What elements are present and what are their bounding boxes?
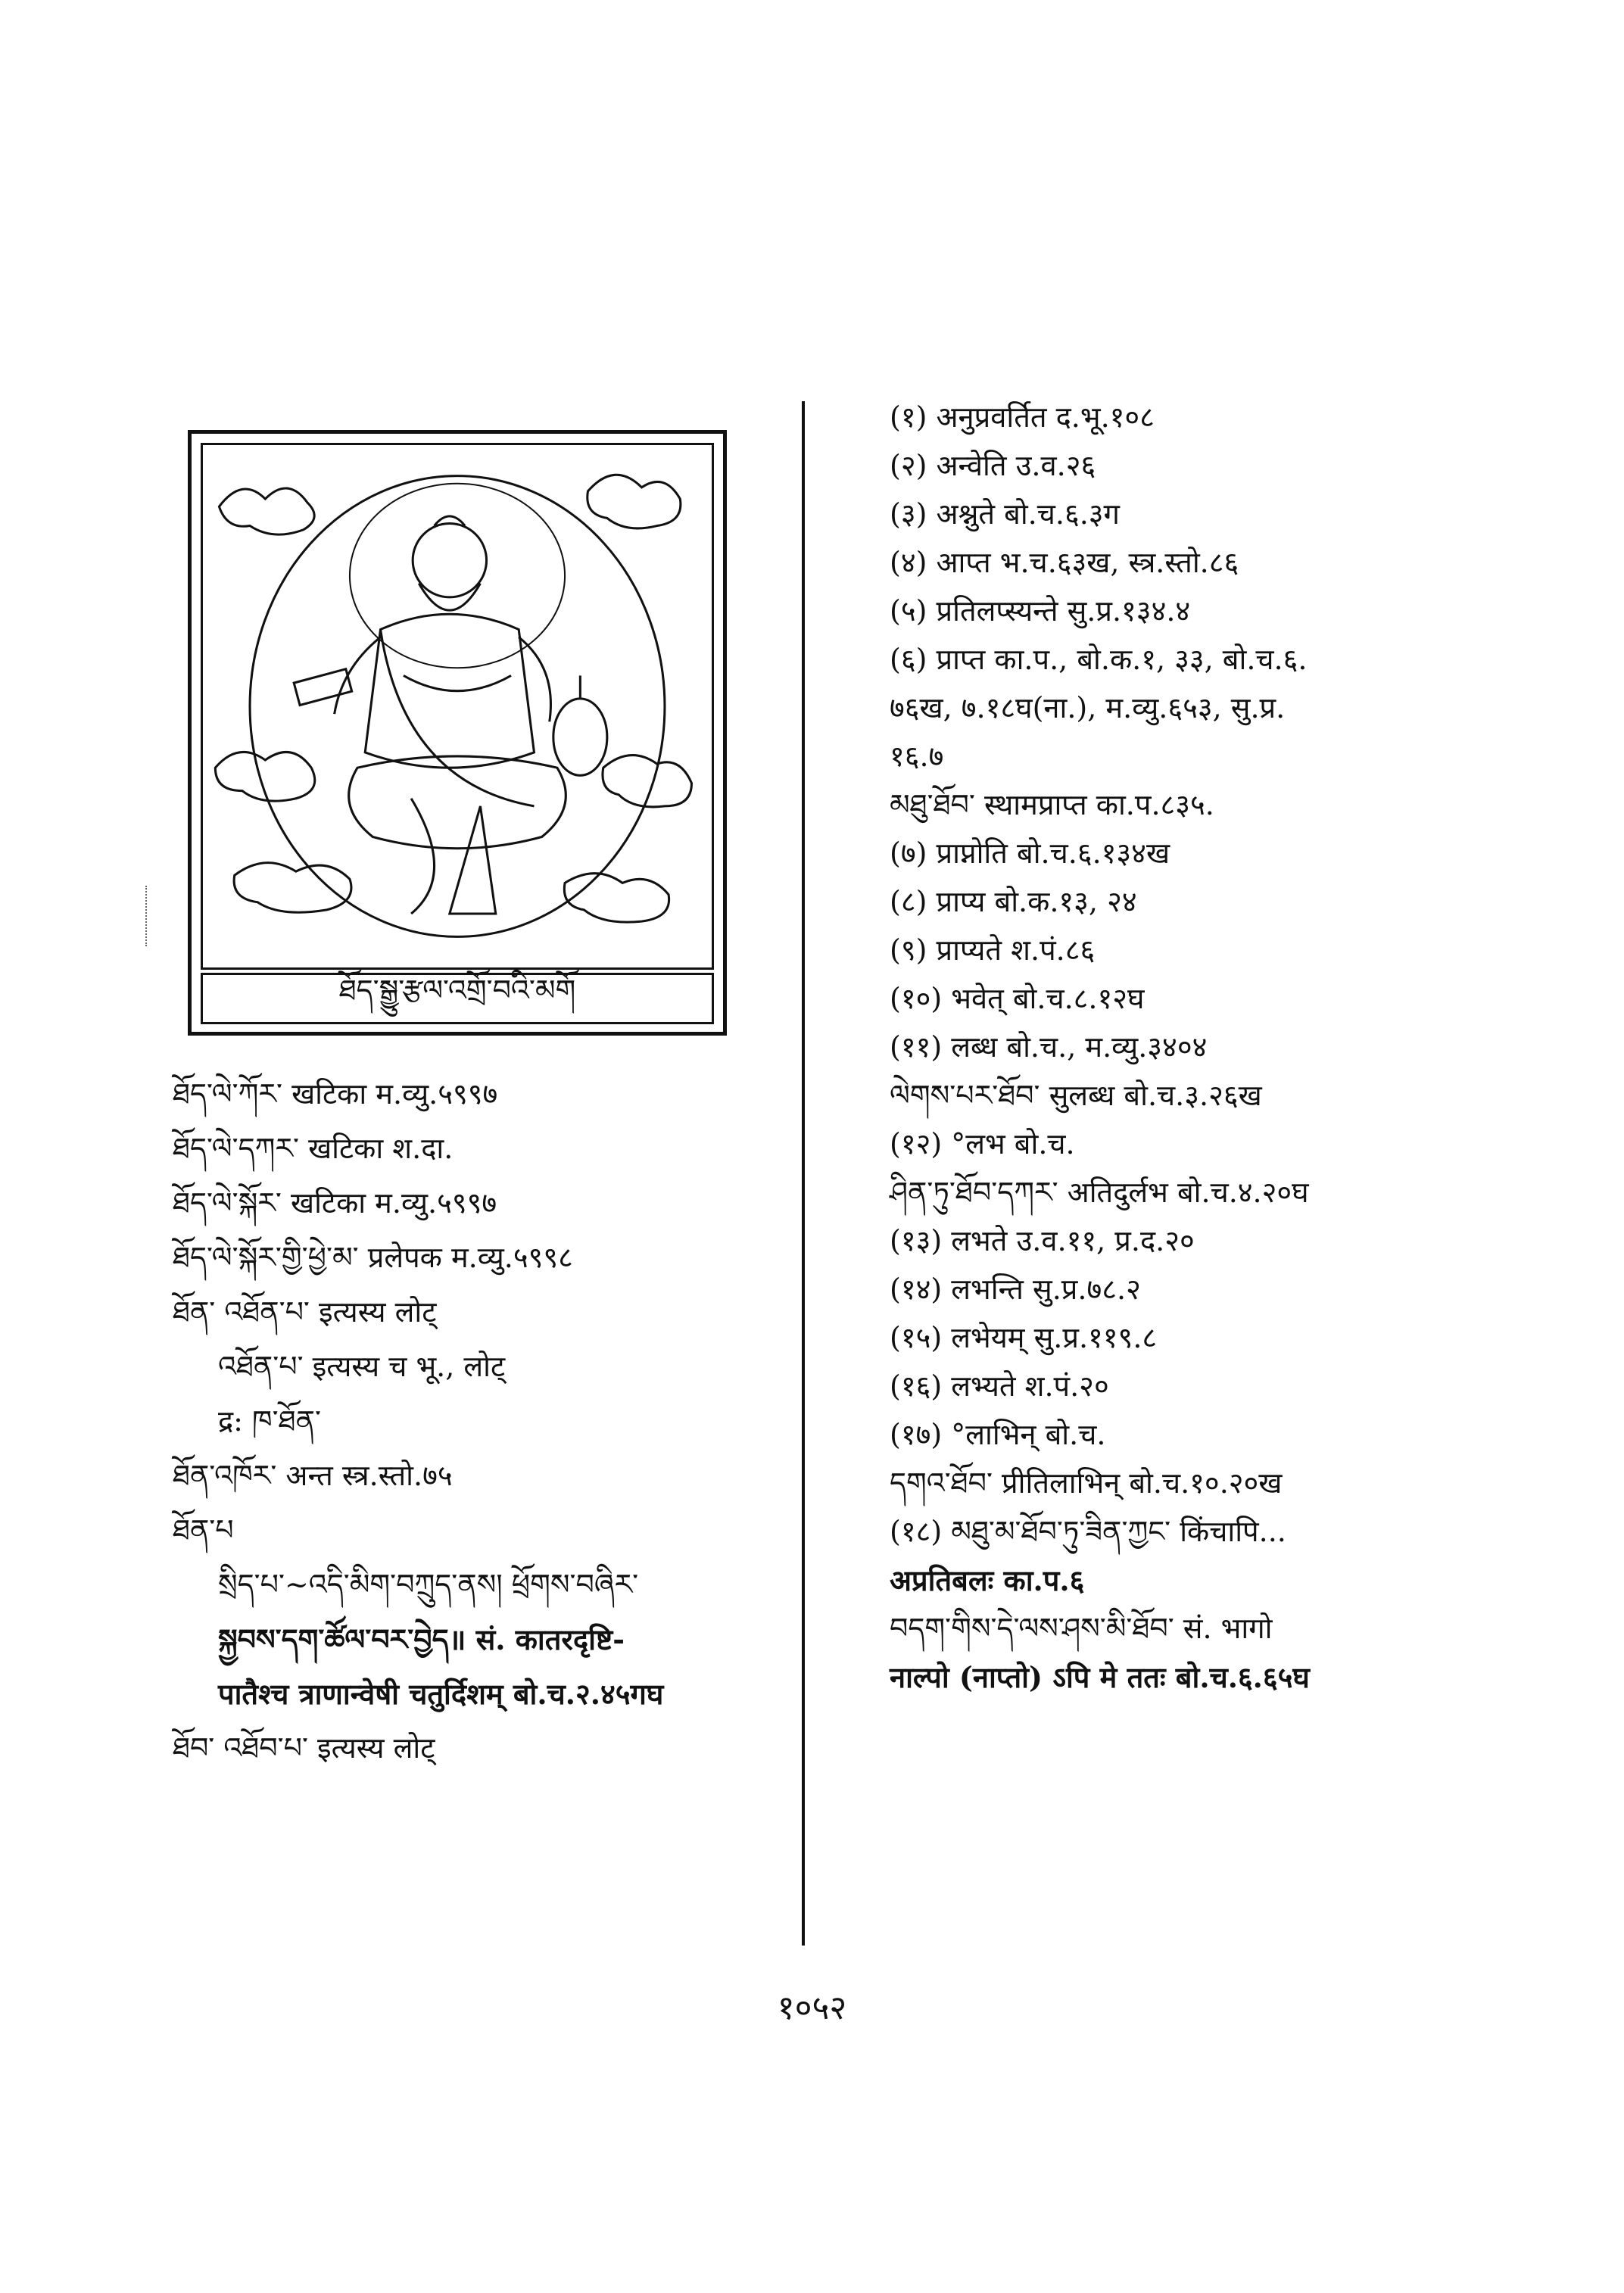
illustration-caption: ཐོད་སྒྱུ་རྩལ་འགྲོ་བའི་མགོ <box>201 973 714 1024</box>
entry-line: द्र: ཁ་ཐོན་ <box>218 1404 321 1438</box>
entry-line: (१४) लभन्ति सु.प्र.७८.२ <box>890 1273 1141 1307</box>
entry-line: (१) अनुप्रवर्तित द.भू.१०८ <box>890 400 1155 435</box>
entry-line: (८) प्राप्य बो.क.१३, २४ <box>890 885 1137 919</box>
left-column <box>173 1067 786 1776</box>
entry-line: (६) प्राप्त का.प., बो.क.१, ३३, बो.च.६. <box>890 643 1308 677</box>
illustration-frame <box>188 430 727 1036</box>
entry-line: ལེགས་པར་ཐོབ་ सुलब्ध बो.च.३.२६ख <box>890 1079 1262 1113</box>
right-column <box>890 394 1480 1702</box>
entry-line: पातैश्च त्राणान्वेषी चतुर्दिशम् बो.च.२.४५गघ <box>218 1677 664 1712</box>
entry-line: (१८) མཐུ་མ་ཐོབ་ཏུ་ཟིན་ཀྱང་ किंचापि... <box>890 1515 1286 1549</box>
entry-line: नाल्पो (नाप्तो) ऽपि मे ततः बो.च.६.६५घ <box>890 1660 1310 1695</box>
entry-line: དགའ་ཐོབ་ प्रीतिलाभिन् बो.च.१०.२०ख <box>890 1466 1283 1500</box>
entry-line: १६.७ <box>890 740 944 774</box>
entry-line: अप्रतिबलः का.प.६ <box>890 1563 1085 1598</box>
entry-line: ཤིན་ཏུ་ཐོབ་དཀར་ अतिदुर्लभ बो.च.४.२०घ <box>890 1176 1309 1210</box>
entry-line: (५) प्रतिलप्स्यन्ते सु.प्र.१३४.४ <box>890 594 1191 628</box>
entry-line: (७) प्राप्नोति बो.च.६.१३४ख <box>890 837 1170 871</box>
entry-line: (११) लब्ध बो.च., म.व्यु.३४०४ <box>890 1030 1208 1064</box>
entry-line: བདག་གིས་དེ་ལས་ཤས་མི་ཐོབ་ सं. भागो <box>890 1612 1273 1646</box>
entry-line: སྲིད་པ་~འདི་མིག་བཀྲུད་ནས། ཕྲོགས་བཞིར་ <box>218 1568 639 1602</box>
margin-dotted-mark <box>145 886 167 946</box>
entry-line: ཐོབ་ འཐོབ་པ་ इत्यस्य लोट् <box>173 1731 435 1765</box>
entry-line: (२) अन्वेति उ.व.२६ <box>890 449 1096 483</box>
entry-line: ཐོན་ འཐོན་པ་ इत्यस्य लोट् <box>173 1295 437 1329</box>
entry-line: ཐོད་ལེ་ཀོར་ खटिका म.व्यु.५९९७ <box>173 1077 498 1111</box>
deity-illustration <box>201 443 714 970</box>
seated-figure-drawing <box>203 445 712 967</box>
entry-line: ७६ख, ७.१८घ(ना.), म.व्यु.६५३, सु.प्र. <box>890 691 1286 725</box>
entry-line: ཐོན་འཁོར་ अन्त स्त्र.स्तो.७५ <box>173 1459 453 1493</box>
entry-line: (१५) लभेयम् सु.प्र.११९.८ <box>890 1321 1158 1355</box>
entry-line: (४) आप्त भ.च.६३ख, स्त्र.स्तो.८६ <box>890 546 1239 580</box>
page-number: १०५२ <box>777 1989 847 2027</box>
entry-line: (१२) °लभ बो.च. <box>890 1127 1075 1161</box>
entry-line: (१०) भवेत् बो.च.८.१२घ <box>890 982 1145 1016</box>
entry-line: ཐོད་ལེ་སྐོར་ खटिका म.व्यु.५९९७ <box>173 1186 497 1220</box>
entry-line: མཐུ་ཐོབ་ स्थामप्राप्त का.प.८३५. <box>890 788 1214 822</box>
entry-line: སྐྱབས་དག་ཚོལ་བར་བྱེད॥ सं. कातरदृष्टि- <box>218 1622 625 1657</box>
entry-line: (९) प्राप्यते श.पं.८६ <box>890 933 1096 967</box>
entry-line: ཐོད་ལེ་སྐོར་གྱི་ཕྱེ་མ་ प्रलेपक म.व्यु.५९९८ <box>173 1241 573 1275</box>
entry-line: འཐོན་པ་ इत्यस्य च भू., लोट् <box>218 1350 506 1384</box>
entry-line: (३) अश्नुते बो.च.६.३ग <box>890 497 1120 531</box>
entry-line: (१७) °लाभिन् बो.च. <box>890 1418 1106 1452</box>
column-divider <box>802 401 805 1946</box>
entry-line: (१३) लभते उ.व.११, प्र.द.२० <box>890 1224 1195 1258</box>
entry-line: (१६) लभ्यते श.पं.२० <box>890 1369 1109 1404</box>
entry-line: ཐོད་ལེ་དཀར་ खटिका श.दा. <box>173 1132 454 1166</box>
entry-line: ཐོན་པ <box>173 1513 234 1547</box>
